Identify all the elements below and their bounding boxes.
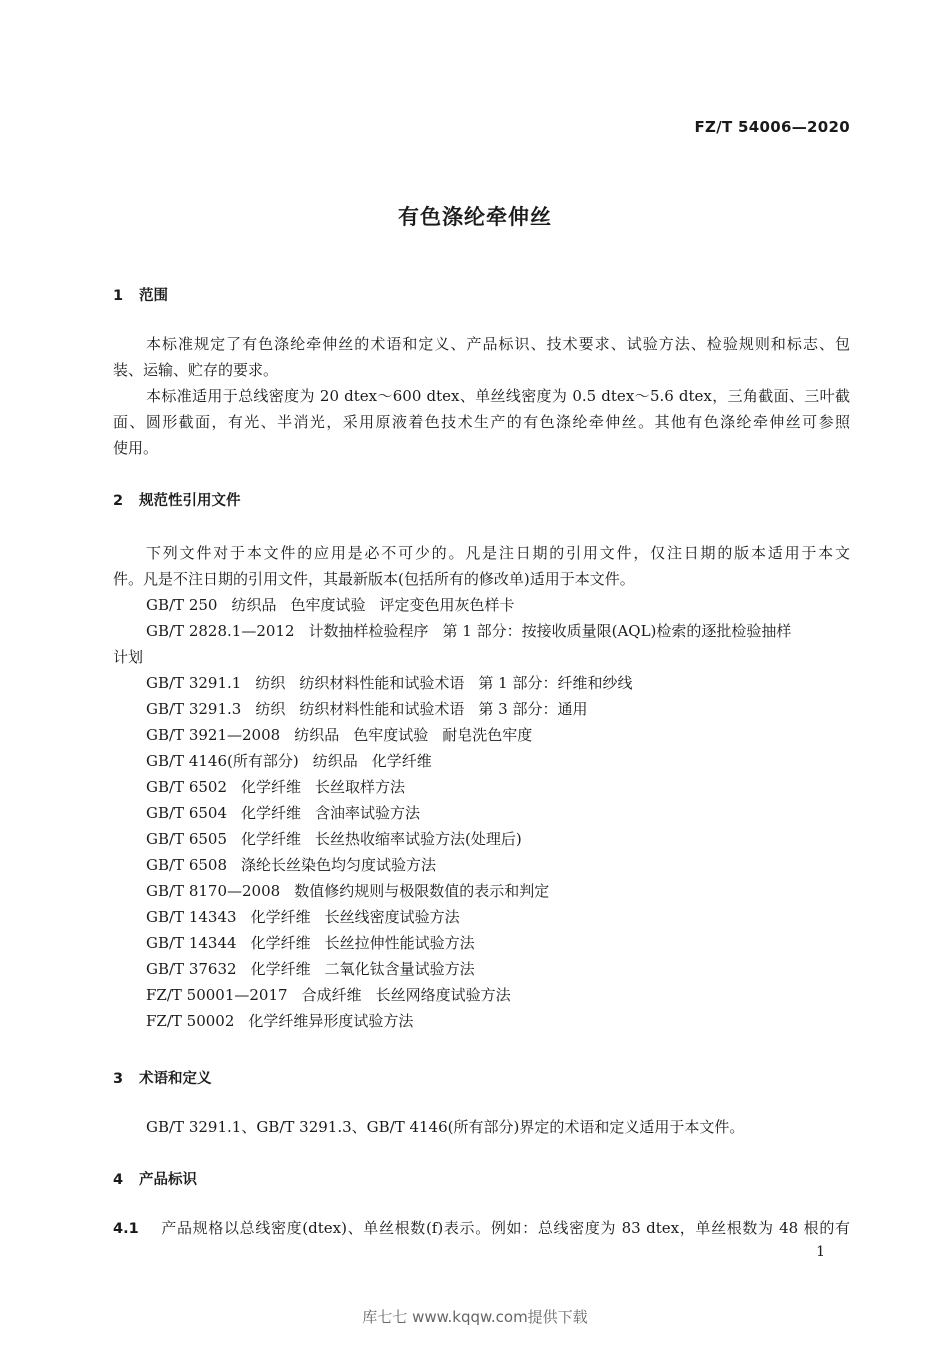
reference-title: 计划: [113, 648, 144, 666]
section-title: 术语和定义: [139, 1071, 212, 1087]
reference-title: 纺织材料性能和试验术语: [299, 674, 465, 692]
section-title: 产品标识: [139, 1172, 197, 1188]
section-number: 1: [113, 288, 124, 304]
reference-title: 化学纤维: [250, 960, 311, 978]
section-title: 范围: [139, 288, 168, 304]
reference-title: 长丝热收缩率试验方法(处理后): [315, 830, 522, 848]
section-4-heading: [113, 1168, 197, 1189]
section-2-intro: [113, 540, 850, 592]
reference-code: GB/T 37632: [146, 960, 237, 978]
clause-number: 4.1: [113, 1221, 139, 1237]
reference-title: 化学纤维异形度试验方法: [248, 1012, 414, 1030]
reference-list: [113, 592, 792, 1034]
reference-code: GB/T 6505: [146, 830, 228, 848]
reference-code: GB/T 2828.1—2012: [146, 622, 295, 640]
standard-code: FZ/T 54006—2020: [694, 118, 850, 136]
reference-title: 含油率试验方法: [315, 804, 421, 822]
reference-title: 纺织: [255, 700, 286, 718]
section-3-paragraph: [146, 1114, 850, 1140]
reference-title: 涤纶长丝染色均匀度试验方法: [241, 856, 437, 874]
reference-item: [146, 1008, 791, 1034]
reference-title: 合成纤维: [301, 986, 362, 1004]
download-watermark: 库七七 www.kqqw.com提供下载: [362, 1308, 588, 1326]
reference-title: 纺织: [255, 674, 286, 692]
page-number: 1: [816, 1244, 825, 1260]
reference-title: 二氧化钛含量试验方法: [324, 960, 475, 978]
text-line: 件。凡是不注日期的引用文件，其最新版本(包括所有的修改单)适用于本文件。: [113, 570, 635, 588]
reference-code: GB/T 14343: [146, 908, 237, 926]
reference-title: 计数抽样检验程序: [308, 622, 429, 640]
reference-code: GB/T 6508: [146, 856, 228, 874]
reference-item-continuation: [113, 644, 791, 670]
reference-title: 第 1 部分：纤维和纱线: [478, 674, 633, 692]
reference-title: 化学纤维: [241, 778, 302, 796]
reference-item: [146, 670, 791, 696]
reference-title: 评定变色用灰色样卡: [379, 596, 515, 614]
reference-code: FZ/T 50002: [146, 1012, 235, 1030]
reference-title: 纺织材料性能和试验术语: [299, 700, 465, 718]
reference-code: FZ/T 50001—2017: [146, 986, 288, 1004]
section-title: 规范性引用文件: [139, 493, 241, 509]
reference-item: [146, 930, 791, 956]
reference-title: 化学纤维: [250, 934, 311, 952]
text-line: 装、运输、贮存的要求。: [113, 361, 279, 379]
section-1-heading: [113, 284, 168, 305]
section-1-paragraph-2: [113, 383, 850, 461]
text-line: 下列文件对于本文件的应用是必不可少的。凡是注日期的引用文件，仅注日期的版本适用于本文: [146, 544, 850, 562]
text-line: 使用。: [113, 439, 159, 457]
document-title: 有色涤纶牵伸丝: [398, 205, 552, 229]
reference-title: 色牢度试验: [290, 596, 366, 614]
text-line: 本标准适用于总线密度为 20 dtex～600 dtex、单丝线密度为 0.5 dtex～5.6 dtex，三角截面、三叶截: [146, 387, 850, 405]
reference-code: GB/T 8170—2008: [146, 882, 281, 900]
reference-item: [146, 800, 791, 826]
section-1-paragraph-1: [113, 331, 850, 383]
section-2-heading: [113, 489, 241, 510]
reference-item: [146, 722, 791, 748]
clause-text: 产品规格以总线密度(dtex)、单丝根数(f)表示。例如：总线密度为 83 dtex，单丝根数为 48 根的有: [160, 1219, 850, 1237]
reference-title: 第 3 部分：通用: [478, 700, 588, 718]
reference-title: 第 1 部分：按接收质量限(AQL)检索的逐批检验抽样: [442, 622, 792, 640]
section-number: 2: [113, 493, 124, 509]
reference-title: 化学纤维: [241, 804, 302, 822]
reference-item: [146, 956, 791, 982]
reference-item: [146, 696, 791, 722]
reference-title: 色牢度试验: [353, 726, 429, 744]
text-line: 本标准规定了有色涤纶牵伸丝的术语和定义、产品标识、技术要求、试验方法、检验规则和标志、包: [146, 335, 850, 353]
reference-code: GB/T 3291.3: [146, 700, 242, 718]
reference-item: [146, 826, 791, 852]
reference-title: 纺织品: [231, 596, 277, 614]
section-number: 4: [113, 1172, 124, 1188]
section-3-heading: [113, 1067, 212, 1088]
text-line: GB/T 3291.1、GB/T 3291.3、GB/T 4146(所有部分)界定的术语和定义适用于本文件。: [146, 1118, 745, 1136]
reference-item: [146, 774, 791, 800]
reference-title: 化学纤维: [241, 830, 302, 848]
section-number: 3: [113, 1071, 124, 1087]
reference-title: 长丝取样方法: [315, 778, 406, 796]
reference-title: 长丝拉伸性能试验方法: [324, 934, 475, 952]
reference-title: 化学纤维: [250, 908, 311, 926]
reference-item: [146, 878, 791, 904]
reference-code: GB/T 3921—2008: [146, 726, 281, 744]
reference-item: [146, 618, 791, 644]
reference-title: 纺织品: [312, 752, 358, 770]
reference-title: 长丝网络度试验方法: [375, 986, 511, 1004]
reference-code: GB/T 3291.1: [146, 674, 242, 692]
reference-item: [146, 982, 791, 1008]
reference-title: 耐皂洗色牢度: [442, 726, 533, 744]
reference-code: GB/T 14344: [146, 934, 237, 952]
clause-4-1: [113, 1217, 850, 1238]
reference-code: GB/T 250: [146, 596, 218, 614]
reference-code: GB/T 6502: [146, 778, 228, 796]
reference-title: 长丝线密度试验方法: [324, 908, 460, 926]
reference-code: GB/T 4146(所有部分): [146, 752, 299, 770]
reference-item: [146, 748, 791, 774]
reference-item: [146, 904, 791, 930]
reference-item: [146, 852, 791, 878]
reference-code: GB/T 6504: [146, 804, 228, 822]
reference-title: 数值修约规则与极限数值的表示和判定: [294, 882, 550, 900]
reference-title: 化学纤维: [371, 752, 432, 770]
reference-item: [146, 592, 791, 618]
text-line: 面、圆形截面，有光、半消光，采用原液着色技术生产的有色涤纶牵伸丝。其他有色涤纶牵伸丝可参照: [113, 413, 850, 431]
reference-title: 纺织品: [294, 726, 340, 744]
